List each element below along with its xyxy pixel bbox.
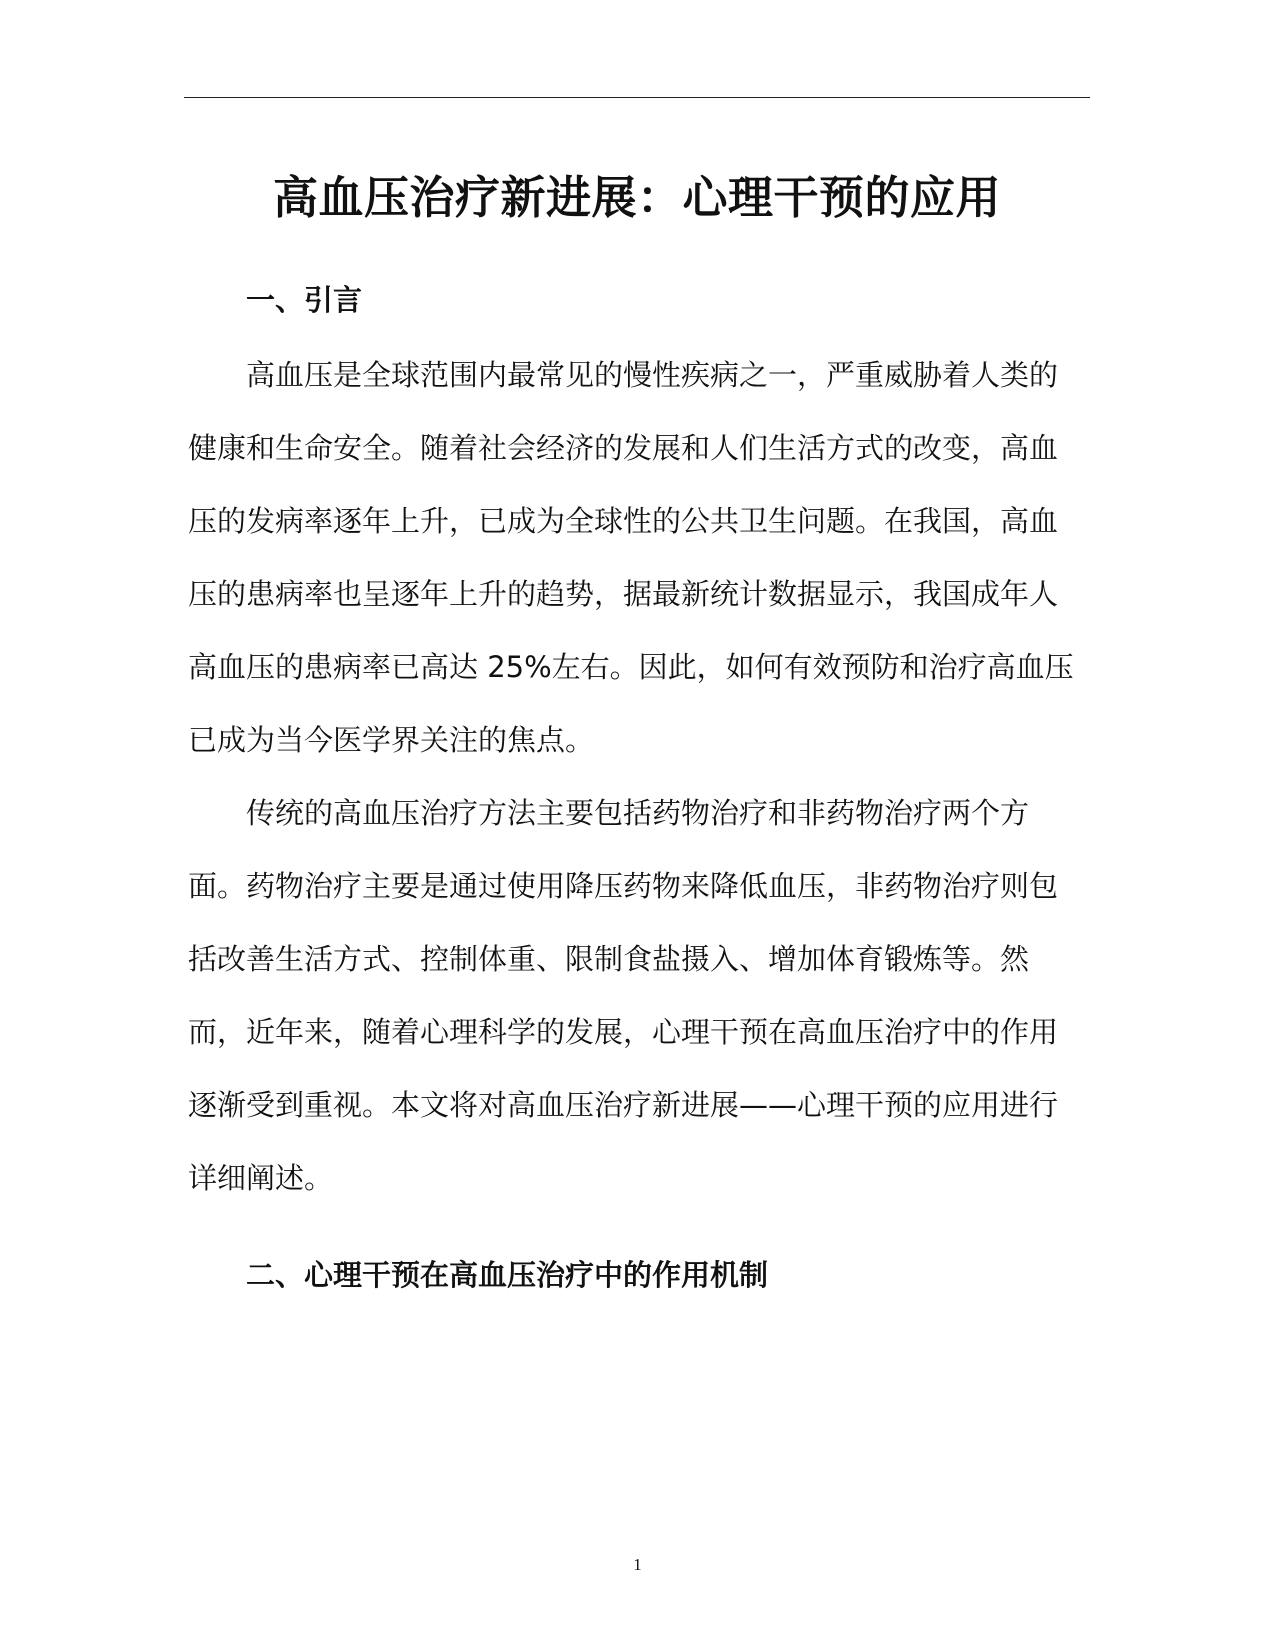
paragraph-line: 逐渐受到重视。本文将对高血压治疗新进展——心理干预的应用进行 — [188, 1088, 1059, 1122]
paragraph-line: 详细阐述。 — [188, 1161, 334, 1195]
paragraph-line: 传统的高血压治疗方法主要包括药物治疗和非药物治疗两个方 — [246, 796, 1030, 830]
paragraph-line: 健康和生命安全。随着社会经济的发展和人们生活方式的改变，高血 — [188, 431, 1059, 465]
section-heading-introduction: 一、引言 — [246, 283, 363, 317]
paragraph-line: 高血压是全球范围内最常见的慢性疾病之一，严重威胁着人类的 — [246, 358, 1059, 392]
paragraph-line: 已成为当今医学界关注的焦点。 — [188, 723, 595, 757]
paragraph-line: 高血压的患病率已高达 25%左右。因此，如何有效预防和治疗高血压 — [188, 650, 1074, 684]
paragraph-line: 压的发病率逐年上升，已成为全球性的公共卫生问题。在我国，高血 — [188, 504, 1059, 538]
header-rule — [184, 97, 1090, 98]
paragraph-line: 而，近年来，随着心理科学的发展，心理干预在高血压治疗中的作用 — [188, 1015, 1059, 1049]
paragraph-line: 面。药物治疗主要是通过使用降压药物来降低血压，非药物治疗则包 — [188, 869, 1059, 903]
section-heading-mechanism: 二、心理干预在高血压治疗中的作用机制 — [246, 1258, 769, 1292]
page-number: 1 — [633, 1555, 642, 1574]
document-title: 高血压治疗新进展：心理干预的应用 — [272, 171, 1001, 224]
paragraph-line: 括改善生活方式、控制体重、限制食盐摄入、增加体育锻炼等。然 — [188, 942, 1030, 976]
paragraph-line: 压的患病率也呈逐年上升的趋势，据最新统计数据显示，我国成年人 — [188, 577, 1059, 611]
